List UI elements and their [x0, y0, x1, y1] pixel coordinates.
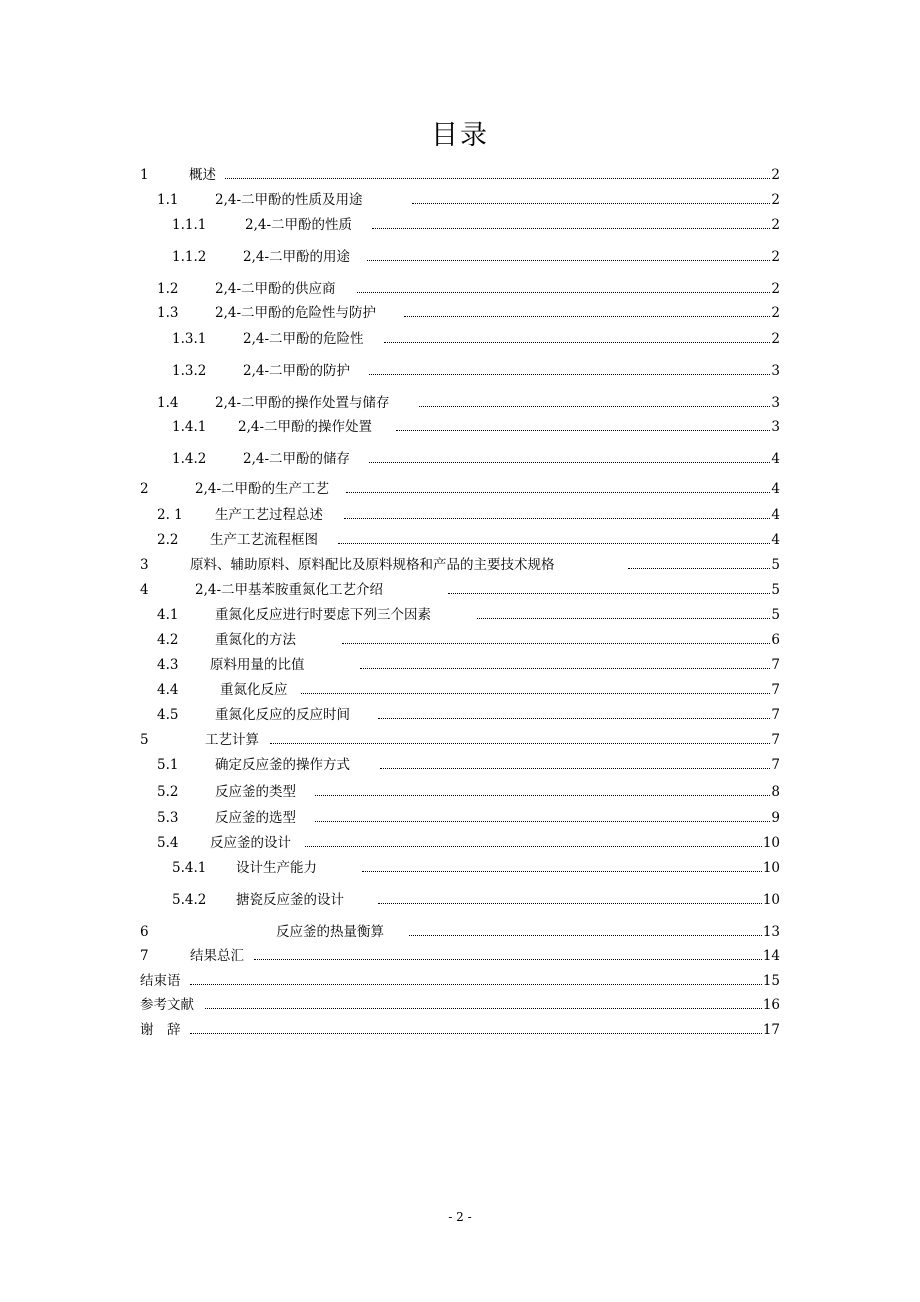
- toc-entry-label: 原料、辅助原料、原料配比及原料规格和产品的主要技术规格: [190, 556, 555, 573]
- toc-entry[interactable]: [0, 855, 780, 875]
- toc-entry[interactable]: [0, 162, 780, 182]
- dot-leader: [225, 178, 770, 179]
- dot-leader: [362, 871, 762, 872]
- dot-leader: [628, 568, 770, 569]
- toc-entry[interactable]: [0, 779, 780, 799]
- toc-entry[interactable]: [0, 577, 780, 597]
- dot-leader: [338, 543, 770, 544]
- toc-entry-page: 10: [762, 891, 780, 908]
- dot-leader: [346, 492, 770, 493]
- toc-entry-number: 1.3: [157, 304, 179, 321]
- toc-entry-number: 5.4: [157, 834, 179, 851]
- toc-entry-label: 2,4-二甲酚的操作处置: [238, 418, 373, 435]
- dot-leader: [301, 693, 770, 694]
- toc-entry-number: 1.4.1: [172, 418, 207, 435]
- dot-leader: [360, 668, 770, 669]
- toc-entry-page: 3: [771, 362, 780, 379]
- toc-entry-page: 10: [762, 859, 780, 876]
- toc-entry-page: 5: [771, 581, 780, 598]
- toc-entry-number: 4.5: [157, 706, 179, 723]
- toc-entry-page: 2: [771, 248, 780, 265]
- toc-entry-number: 4.2: [157, 631, 179, 648]
- toc-entry-number: 5.4.1: [172, 859, 207, 876]
- toc-entry[interactable]: [0, 702, 780, 722]
- toc-entry[interactable]: [0, 652, 780, 672]
- toc-entry-page: 4: [771, 531, 780, 548]
- toc-entry[interactable]: [0, 446, 780, 466]
- dot-leader: [380, 768, 770, 769]
- toc-entry-label: 反应釜的选型: [215, 809, 296, 826]
- toc-entry-page: 7: [771, 656, 780, 673]
- dot-leader: [342, 643, 770, 644]
- toc-entry[interactable]: [0, 752, 780, 772]
- toc-title: 目录: [431, 120, 489, 151]
- toc-entry[interactable]: [0, 627, 780, 647]
- toc-entry[interactable]: [0, 276, 780, 296]
- toc-entry-page: 5: [771, 606, 780, 623]
- toc-entry[interactable]: [0, 212, 780, 232]
- dot-leader: [367, 260, 770, 261]
- dot-leader: [378, 718, 770, 719]
- toc-entry-label: 工艺计算: [205, 731, 259, 748]
- toc-entry-label: 2,4-二甲酚的储存: [243, 450, 351, 467]
- toc-entry-label: 2,4-二甲酚的用途: [243, 248, 351, 265]
- toc-entry-number: 1.2: [157, 280, 179, 297]
- dot-leader: [205, 1008, 762, 1009]
- toc-entry-label: 参考文献: [140, 996, 194, 1013]
- toc-entry[interactable]: [0, 476, 780, 496]
- toc-entry-number: 1.4: [157, 394, 179, 411]
- page-number-footer: - 2 -: [448, 1210, 472, 1224]
- toc-entry[interactable]: [0, 358, 780, 378]
- toc-entry[interactable]: [0, 727, 780, 747]
- dot-leader: [409, 935, 762, 936]
- toc-entry[interactable]: [0, 677, 780, 697]
- toc-entry-page: 4: [771, 450, 780, 467]
- dot-leader: [315, 795, 770, 796]
- toc-entry-label: 2,4-二甲酚的性质及用途: [215, 191, 363, 208]
- dot-leader: [305, 846, 762, 847]
- toc-entry[interactable]: [0, 527, 780, 547]
- toc-entry-label: 生产工艺过程总述: [215, 506, 323, 523]
- toc-entry-label: 反应釜的设计: [210, 834, 291, 851]
- toc-entry-label: 2,4-二甲酚的危险性: [243, 330, 364, 347]
- toc-entry[interactable]: [0, 919, 780, 939]
- toc-entry-label: 2,4-二甲酚的供应商: [215, 280, 336, 297]
- toc-entry-page: 17: [762, 1021, 780, 1038]
- toc-entry-label: 设计生产能力: [236, 859, 317, 876]
- dot-leader: [315, 821, 770, 822]
- toc-entry[interactable]: [0, 326, 780, 346]
- toc-entry-page: 6: [771, 631, 780, 648]
- toc-entry[interactable]: [0, 552, 780, 572]
- toc-entry-page: 7: [771, 706, 780, 723]
- toc-entry-label: 结果总汇: [190, 947, 244, 964]
- toc-entry-page: 2: [771, 166, 780, 183]
- toc-entry-number: 7: [140, 947, 149, 964]
- toc-entry-number: 1: [140, 166, 149, 183]
- toc-entry-number: 5.3: [157, 809, 179, 826]
- dot-leader: [384, 342, 770, 343]
- toc-entry-number: 4.1: [157, 606, 179, 623]
- toc-entry[interactable]: [0, 502, 780, 522]
- toc-entry-page: 2: [771, 191, 780, 208]
- toc-entry-page: 2: [771, 304, 780, 321]
- toc-entry-page: 7: [771, 681, 780, 698]
- toc-entry-number: 1.1: [157, 191, 179, 208]
- toc-entry-number: 2. 1: [157, 506, 183, 523]
- toc-entry[interactable]: [0, 968, 780, 988]
- dot-leader: [396, 430, 770, 431]
- toc-entry-label: 反应釜的热量衡算: [276, 923, 384, 940]
- toc-entry-label: 谢 辞: [140, 1021, 181, 1038]
- toc-entry[interactable]: [0, 992, 780, 1012]
- dot-leader: [344, 518, 770, 519]
- toc-entry-label: 确定反应釜的操作方式: [215, 756, 350, 773]
- dot-leader: [270, 743, 770, 744]
- dot-leader: [404, 316, 770, 317]
- toc-entry-number: 1.1.2: [172, 248, 207, 265]
- dot-leader: [369, 374, 770, 375]
- dot-leader: [477, 618, 770, 619]
- toc-entry-number: 3: [140, 556, 149, 573]
- toc-entry-page: 7: [771, 756, 780, 773]
- toc-entry-page: 9: [771, 809, 780, 826]
- toc-entry-number: 4.4: [157, 681, 179, 698]
- toc-entry-label: 反应釜的类型: [215, 783, 296, 800]
- toc-entry-label: 生产工艺流程框图: [210, 531, 318, 548]
- dot-leader: [448, 593, 770, 594]
- toc-entry-page: 10: [762, 834, 780, 851]
- toc-entry-page: 5: [771, 556, 780, 573]
- toc-entry[interactable]: [0, 414, 780, 434]
- toc-entry-label: 重氮化反应的反应时间: [215, 706, 350, 723]
- toc-entry-number: 2.2: [157, 531, 179, 548]
- toc-entry[interactable]: [0, 244, 780, 264]
- toc-entry-label: 概述: [189, 166, 216, 183]
- toc-entry-number: 5.1: [157, 756, 179, 773]
- dot-leader: [357, 292, 770, 293]
- toc-entry-label: 结束语: [140, 972, 181, 989]
- toc-entry-page: 8: [771, 783, 780, 800]
- toc-entry[interactable]: [0, 300, 780, 320]
- toc-entry-number: 5.4.2: [172, 891, 207, 908]
- toc-entry-page: 16: [762, 996, 780, 1013]
- toc-entry-number: 2: [140, 480, 149, 497]
- toc-entry-number: 4: [140, 581, 149, 598]
- toc-entry-page: 7: [771, 731, 780, 748]
- toc-entry-label: 2,4-二甲酚的生产工艺: [195, 480, 330, 497]
- toc-entry-page: 15: [762, 972, 780, 989]
- toc-entry-number: 6: [140, 923, 149, 940]
- toc-entry-page: 3: [771, 394, 780, 411]
- toc-entry-page: 4: [771, 480, 780, 497]
- toc-entry-label: 搪瓷反应釜的设计: [236, 891, 344, 908]
- toc-entry-label: 2,4-二甲基苯胺重氮化工艺介绍: [195, 581, 384, 598]
- toc-entry-page: 3: [771, 418, 780, 435]
- toc-entry-number: 1.4.2: [172, 450, 207, 467]
- toc-entry-page: 2: [771, 330, 780, 347]
- toc-entry-page: 14: [762, 947, 780, 964]
- toc-entry-label: 重氮化反应: [220, 681, 288, 698]
- toc-entry-number: 5: [140, 731, 149, 748]
- toc-entry-page: 4: [771, 506, 780, 523]
- toc-entry[interactable]: [0, 943, 780, 963]
- toc-entry-label: 2,4-二甲酚的操作处置与储存: [215, 394, 390, 411]
- toc-entry-number: 1.3.1: [172, 330, 207, 347]
- toc-entry[interactable]: [0, 1017, 780, 1037]
- dot-leader: [412, 203, 770, 204]
- toc-entry[interactable]: [0, 830, 780, 850]
- toc-entry-number: 5.2: [157, 783, 179, 800]
- toc-entry[interactable]: [0, 887, 780, 907]
- toc-entry-number: 1.1.1: [172, 216, 207, 233]
- toc-entry-label: 2,4-二甲酚的性质: [245, 216, 353, 233]
- toc-entry-page: 2: [771, 280, 780, 297]
- toc-entry-label: 原料用量的比值: [210, 656, 305, 673]
- toc-entry[interactable]: [0, 390, 780, 410]
- toc-entry-number: 1.3.2: [172, 362, 207, 379]
- dot-leader: [419, 406, 770, 407]
- toc-entry-label: 2,4-二甲酚的危险性与防护: [215, 304, 377, 321]
- dot-leader: [372, 228, 770, 229]
- dot-leader: [254, 959, 762, 960]
- dot-leader: [378, 903, 762, 904]
- toc-entry[interactable]: [0, 187, 780, 207]
- toc-entry-label: 重氮化反应进行时要虑下列三个因素: [215, 606, 431, 623]
- dot-leader: [369, 462, 770, 463]
- dot-leader: [190, 984, 762, 985]
- toc-entry-label: 2,4-二甲酚的防护: [243, 362, 351, 379]
- toc-entry[interactable]: [0, 805, 780, 825]
- toc-entry-label: 重氮化的方法: [215, 631, 296, 648]
- dot-leader: [190, 1033, 762, 1034]
- toc-entry[interactable]: [0, 602, 780, 622]
- toc-entry-number: 4.3: [157, 656, 179, 673]
- toc-entry-page: 13: [762, 923, 780, 940]
- toc-entry-page: 2: [771, 216, 780, 233]
